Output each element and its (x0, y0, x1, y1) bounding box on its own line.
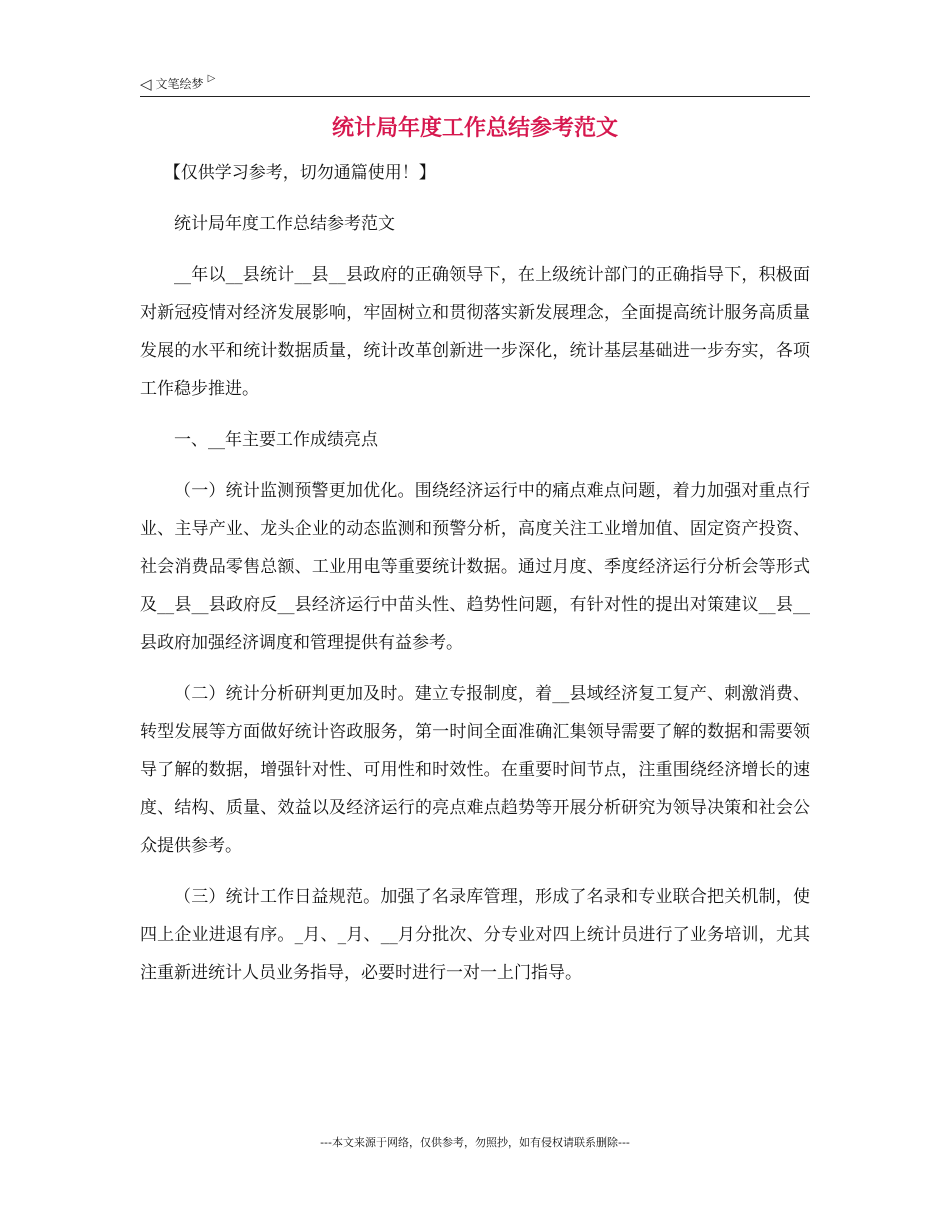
header-brand: 文笔绘梦 (155, 76, 204, 91)
usage-notice: 【仅供学习参考，切勿通篇使用！】 (163, 163, 436, 183)
body-paragraph: 统计局年度工作总结参考范文 (174, 214, 395, 234)
triangle-left-outline-icon: ◁ (140, 74, 152, 93)
body-paragraph: （二）统计分析研判更加及时。建立专报制度，着__县域经济复工复产、刺激消费、转型发展等方面做好统计咨政服务，第一时间全面准确汇集领导需要了解的数据和需要领导了解的数据，增强针对性、可用性和时效性。在重要时间节点，注重围绕经济增长的速度、结构、质量、效益以及经济运行的亮点难点趋势等开展分析研究为领导决策和社会公众提供参考。 (140, 684, 810, 856)
triangle-right-outline-icon: ▷ (207, 73, 216, 84)
document-body (140, 154, 810, 1005)
body-paragraph: （三）统计工作日益规范。加强了名录库管理，形成了名录和专业联合把关机制，使四上企业进退有序。_月、_月、__月分批次、分专业对四上统计员进行了业务培训，尤其注重新进统计人员业务指导，必要时进行一对一上门指导。 (140, 887, 810, 983)
section-heading: 一、__年主要工作成绩亮点 (174, 430, 378, 450)
body-paragraph: （一）统计监测预警更加优化。围绕经济运行中的痛点难点问题，着力加强对重点行业、主导产业、龙头企业的动态监测和预警分析，高度关注工业增加值、固定资产投资、社会消费品零售总额、工业用电等重要统计数据。通过月度、季度经济运行分析会等形式及__县__县政府反__县经济运行中苗头性、趋势性问题，有针对性的提出对策建议__县__县政府加强经济调度和管理提供有益参考。 (140, 481, 810, 653)
body-paragraph: __年以__县统计__县__县政府的正确领导下，在上级统计部门的正确指导下，积极面对新冠疫情对经济发展影响，牢固树立和贯彻落实新发展理念，全面提高统计服务高质量发展的水平和统计数据质量，统计改革创新进一步深化，统计基层基础进一步夯实，各项工作稳步推进。 (140, 265, 810, 399)
page-footer: ---本文来源于网络，仅供参考，勿照抄，如有侵权请联系删除--- (320, 1136, 630, 1149)
page-header (140, 72, 810, 97)
document-title: 统计局年度工作总结参考范文 (331, 116, 618, 141)
